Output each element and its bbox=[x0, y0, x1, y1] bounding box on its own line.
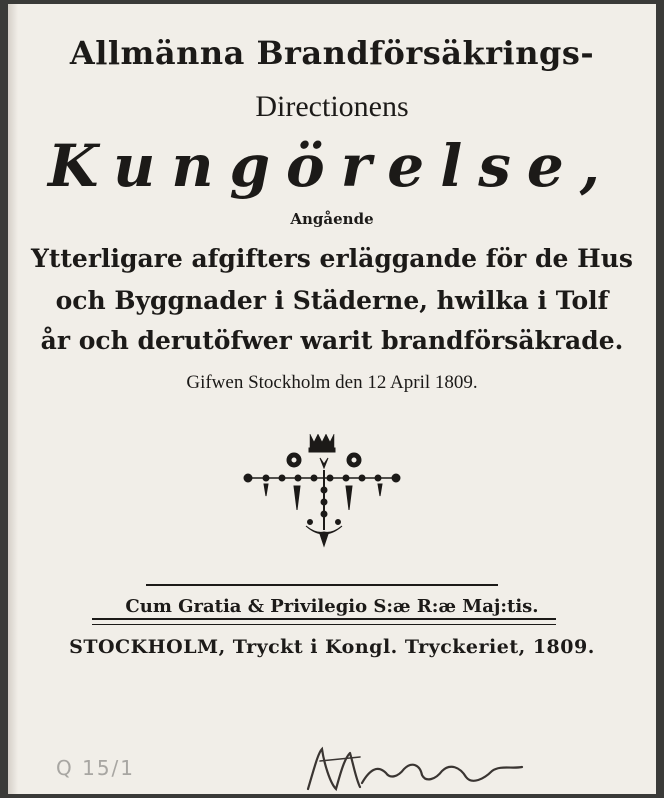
subtitle: Angående bbox=[290, 210, 374, 228]
title-line-2: Directionens bbox=[255, 90, 409, 123]
pencil-shelfmark: Q 15/1 bbox=[56, 756, 136, 780]
body-line-1: Ytterligare afgifters erläggande för de Hus bbox=[30, 244, 634, 273]
rule-lower-thick bbox=[92, 618, 556, 620]
handwritten-signature bbox=[300, 739, 530, 794]
body-line-2: och Byggnader i Städerne, hwilka i Tolf bbox=[55, 286, 609, 315]
dateline: Gifwen Stockholm den 12 April 1809. bbox=[186, 372, 478, 393]
document-page bbox=[8, 4, 656, 794]
imprint-line: STOCKHOLM, Tryckt i Kongl. Tryckeriet, 1809. bbox=[69, 636, 595, 658]
crown-ornament bbox=[236, 430, 408, 548]
title-kungorelse: Kungörelse, bbox=[48, 132, 616, 200]
rule-upper bbox=[146, 584, 498, 586]
rule-lower-thin bbox=[92, 624, 556, 625]
body-line-3: år och derutöfwer warit brandförsäkrade. bbox=[40, 326, 624, 355]
privilege-line: Cum Gratia & Privilegio S:æ R:æ Maj:tis. bbox=[125, 596, 539, 617]
title-line-1: Allmänna Brandförsäkrings- bbox=[69, 34, 595, 72]
